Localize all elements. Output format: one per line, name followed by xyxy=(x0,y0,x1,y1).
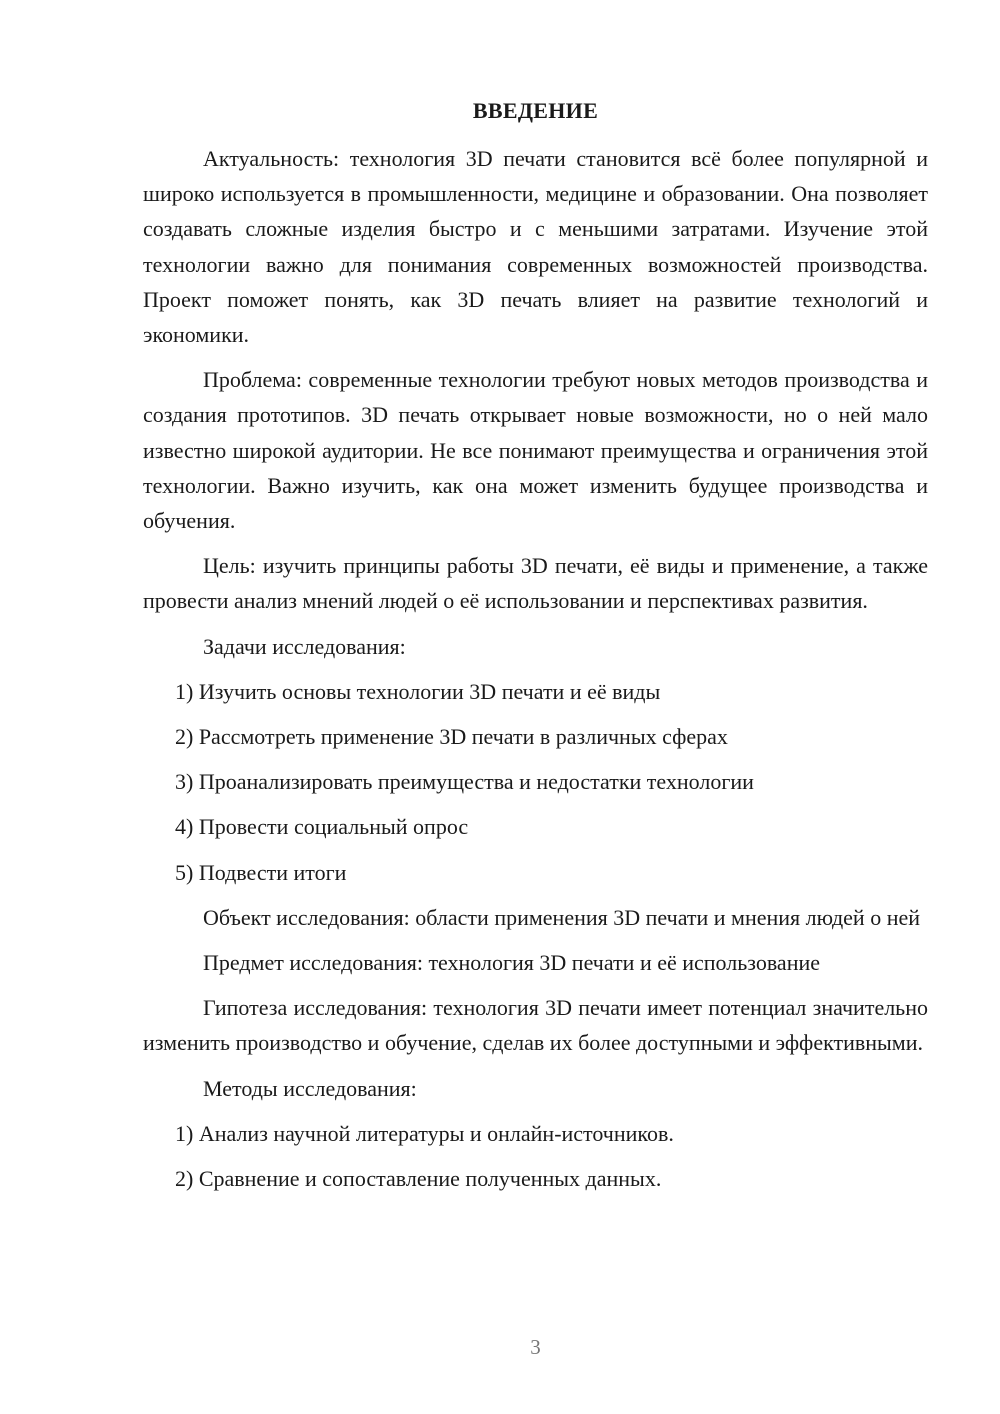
object-paragraph: Объект исследования: области применения 3D печати и мнения людей о ней xyxy=(203,904,921,930)
methods-list xyxy=(143,1116,928,1196)
hypothesis-paragraph: Гипотеза исследования: технология 3D печати имеет потенциал значительно изменить производство и обучение, сделав их более доступными и эффективными. xyxy=(143,995,928,1056)
task-item: 2) Рассмотреть применение 3D печати в различных сферах xyxy=(175,724,728,750)
relevance-paragraph: Актуальность: технология 3D печати становится всё более популярной и широко используется в промышленности, медицине и образовании. Она позволяет создавать сложные изделия быстро и с меньшими затратами. Изучение этой технологии важно для понимания современных возможностей производства. Проект поможет понять, как 3D печать влияет на развитие технологий и экономики. xyxy=(143,146,928,348)
page-number: 3 xyxy=(530,1335,541,1359)
task-item: 4) Провести социальный опрос xyxy=(175,814,469,840)
method-item: 2) Сравнение и сопоставление полученных данных. xyxy=(175,1166,662,1192)
task-item: 1) Изучить основы технологии 3D печати и её виды xyxy=(175,678,661,704)
problem-paragraph: Проблема: современные технологии требуют новых методов производства и создания прототипов. 3D печать открывает новые возможности, но о ней мало известно широкой аудитории. Не все понимают преимущества и ограничения этой технологии. Важно изучить, как она может изменить будущее производства и обучения. xyxy=(143,367,928,534)
subject-paragraph: Предмет исследования: технология 3D печати и её использование xyxy=(203,950,821,976)
tasks-heading: Задачи исследования: xyxy=(203,633,406,659)
goal-paragraph: Цель: изучить принципы работы 3D печати, её виды и применение, а также провести анализ мнений людей о её использовании и перспективах развития. xyxy=(143,553,928,614)
methods-heading: Методы исследования: xyxy=(203,1075,417,1101)
document-body xyxy=(143,141,928,1206)
document-page xyxy=(143,0,928,1414)
tasks-list xyxy=(143,674,928,890)
task-item: 3) Проанализировать преимущества и недостатки технологии xyxy=(175,769,754,795)
page-title: ВВЕДЕНИЕ xyxy=(472,98,599,123)
task-item: 5) Подвести итоги xyxy=(175,859,347,885)
method-item: 1) Анализ научной литературы и онлайн-источников. xyxy=(175,1120,674,1146)
